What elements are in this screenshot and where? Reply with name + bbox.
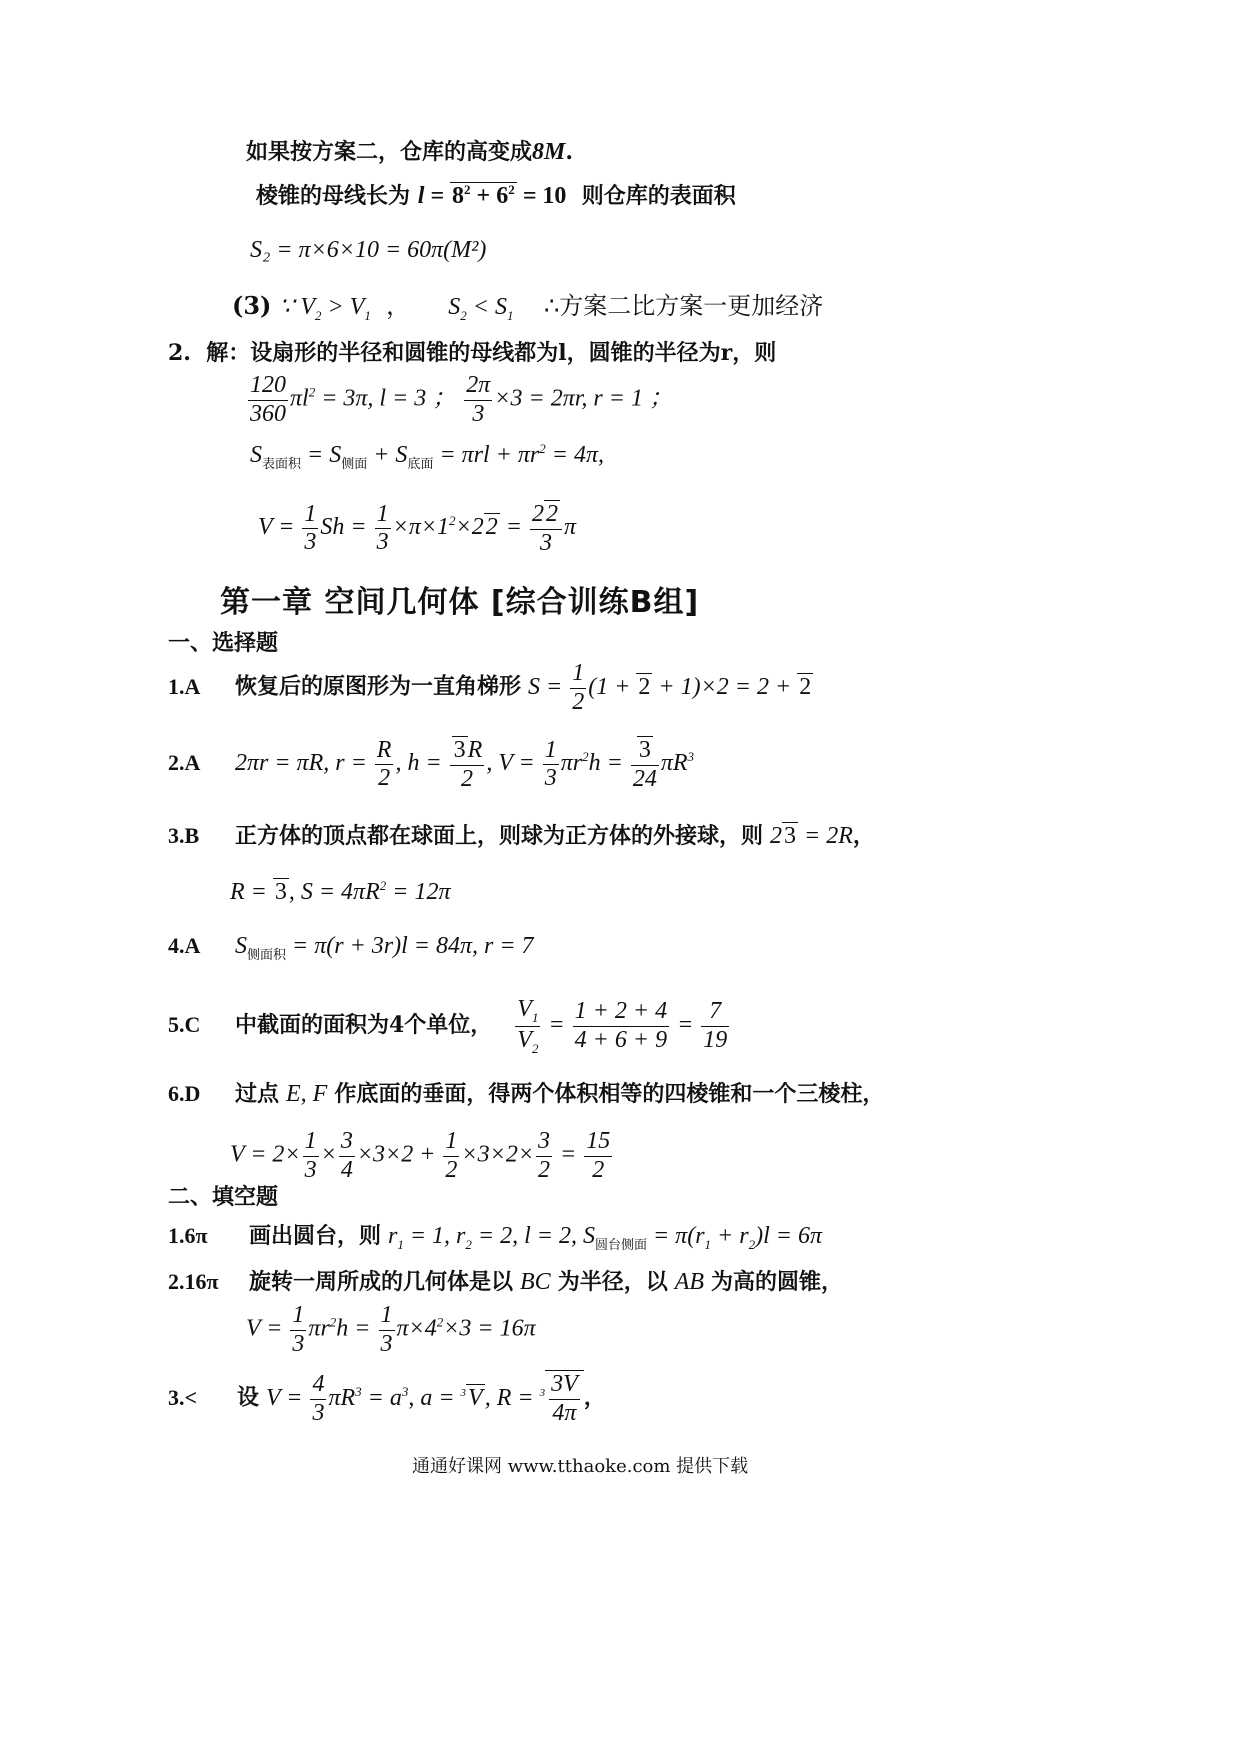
- answer-4: 4.A $S_{侧面积} = \pi(r + 3r)l = 84\pi$, r = 7: [168, 933, 534, 963]
- fill-3-number: 3.<: [168, 1384, 198, 1410]
- answer-3: 3.B 正方体的顶点都在球面上，则球为正方体的外接球，则 23 = 2R，: [168, 823, 875, 849]
- fill-1-number: 1.6π: [168, 1223, 208, 1248]
- footer-text: 通通好课网 www.tthaoke.com 提供下载: [412, 1456, 749, 1477]
- plan2-intro-text: 如果按方案二，仓库的高变成: [246, 139, 533, 165]
- section-title: 第一章 空间几何体 [综合训练B组]: [220, 585, 700, 620]
- answer-6-text-b: 作底面的垂面，得两个体积相等的四棱锥和一个三棱柱，: [334, 1081, 885, 1107]
- fill-2-line-2: V = $\frac{1}{3}$ $\pi r^2h$ = $\frac{1}{3}$ $\pi\times 4^2\times 3 = 16\pi$: [246, 1302, 536, 1357]
- answer-4-number: 4.A: [168, 933, 201, 958]
- answer-5-text: 中截面的面积为4个单位，: [235, 1011, 493, 1038]
- fill-1-text: 画出圆台，则: [249, 1223, 382, 1249]
- answer-3-number: 3.B: [168, 823, 200, 848]
- section-part1: 一、选择题: [168, 630, 279, 656]
- fill-3: 3.< 设 V = $\frac{4}{3}$ $\pi R^3 = a^3$, a = $^3$V, R = $^3$ $\frac{3V}{4\pi}$ ，: [168, 1371, 606, 1426]
- s2-formula: S₂ = π×6×10 = 60π(M²): [250, 237, 487, 263]
- answer-1-number: 1.A: [168, 673, 201, 699]
- answer-1: 1.A 恢复后的原图形为一直角梯形 S = $\frac{1}{2}$ (1 + 2 + 1)×2 = 2 + 2: [168, 660, 812, 715]
- q2-text: 解：设扇形的半径和圆锥的母线都为l，圆锥的半径为r，则: [206, 340, 777, 366]
- part3-line: (3) ∵ $V_2 > V_1$ ， $S_2 < S_1$ ∴方案二比方案一更加经济: [232, 291, 824, 323]
- answer-1-text: 恢复后的原图形为一直角梯形: [235, 673, 522, 700]
- fill-2: 2.16π 旋转一周所成的几何体是以 BC 为半径，以 AB 为高的圆锥，: [168, 1269, 844, 1295]
- answer-6: 6.D 过点 E, F 作底面的垂面，得两个体积相等的四棱锥和一个三棱柱，: [168, 1081, 885, 1107]
- fill-3-text: 设: [237, 1384, 260, 1411]
- q2-line: [168, 342, 776, 364]
- q2-equation-2: $S_{表面积} = S_{侧面} + S_{底面} = \pi rl + \pi r^2 = 4\pi$,: [250, 441, 604, 472]
- section-part2: 二、填空题: [168, 1184, 279, 1210]
- q2-equation-3: V = $\frac{1}{3}$ Sh = $\frac{1}{3}$ $\times\pi\times 1^2\times 22$ = $\frac{22}{3}$ π: [258, 500, 576, 556]
- answer-3-line-2: R = 3, $S = 4\pi R^2 = 12\pi$: [230, 878, 451, 905]
- fill-2-text-a: 旋转一周所成的几何体是以: [249, 1269, 514, 1295]
- fill-1: 1.6π 画出圆台，则 $r_1 = 1$, $r_2 = 2$, l = 2, $S_{圆台侧面} = \pi(r_1 + r_2)l = 6\pi$: [168, 1223, 822, 1253]
- q2-prefix: 2.: [168, 340, 191, 366]
- fill-2-text-c: 为高的圆锥，: [711, 1269, 844, 1295]
- plan2-height: 8M: [532, 139, 566, 165]
- answer-3-text: 正方体的顶点都在球面上，则球为正方体的外接球，则: [235, 823, 764, 849]
- answer-6-text-a: 过点: [235, 1081, 280, 1107]
- fill-2-text-b: 为半径，以: [557, 1269, 668, 1295]
- plan2-intro-line: 如果按方案二，仓库的高变成8M.: [246, 139, 574, 165]
- answer-5-number: 5.C: [168, 1011, 201, 1037]
- generatrix-text: 棱锥的母线长为: [256, 183, 411, 209]
- part3-conclusion: ∴方案二比方案一更加经济: [543, 292, 824, 320]
- fill-2-number: 2.16π: [168, 1269, 219, 1294]
- answer-2-number: 2.A: [168, 750, 201, 776]
- answer-2: 2.A 2πr = πR, r = $\frac{R}{2}$ , h = $\frac{3R}{2}$ , V = $\frac{1}{3}$ $\pi r^2h$ = $\frac{3}{24}$ $\pi R^3$: [168, 736, 695, 792]
- answer-6-line-2: V = 2× $\frac{1}{3}$ × $\frac{3}{4}$ ×3×2 + $\frac{1}{2}$ ×3×2× $\frac{3}{2}$ = $\frac{15}{2}$: [230, 1128, 611, 1183]
- part3-label: (3): [232, 291, 272, 320]
- q2-equation-1: $\frac{120}{360}$ $\pi l^2 = 3\pi$, l = 3 ； $\frac{2\pi}{3}$ ×3 = 2πr, r = 1 ；: [250, 372, 673, 427]
- surface-text: 则仓库的表面积: [581, 183, 736, 209]
- answer-6-number: 6.D: [168, 1081, 201, 1106]
- generatrix-formula: $l = 8^2 + 6^2 = 10$: [417, 182, 567, 209]
- generatrix-line: [256, 182, 736, 209]
- answer-5: 5.C 中截面的面积为4个单位， $\frac{V_1}{V_2}$ = $\frac{1 + 2 + 4}{4 + 6 + 9}$ = $\frac{7}{19}$: [168, 996, 728, 1056]
